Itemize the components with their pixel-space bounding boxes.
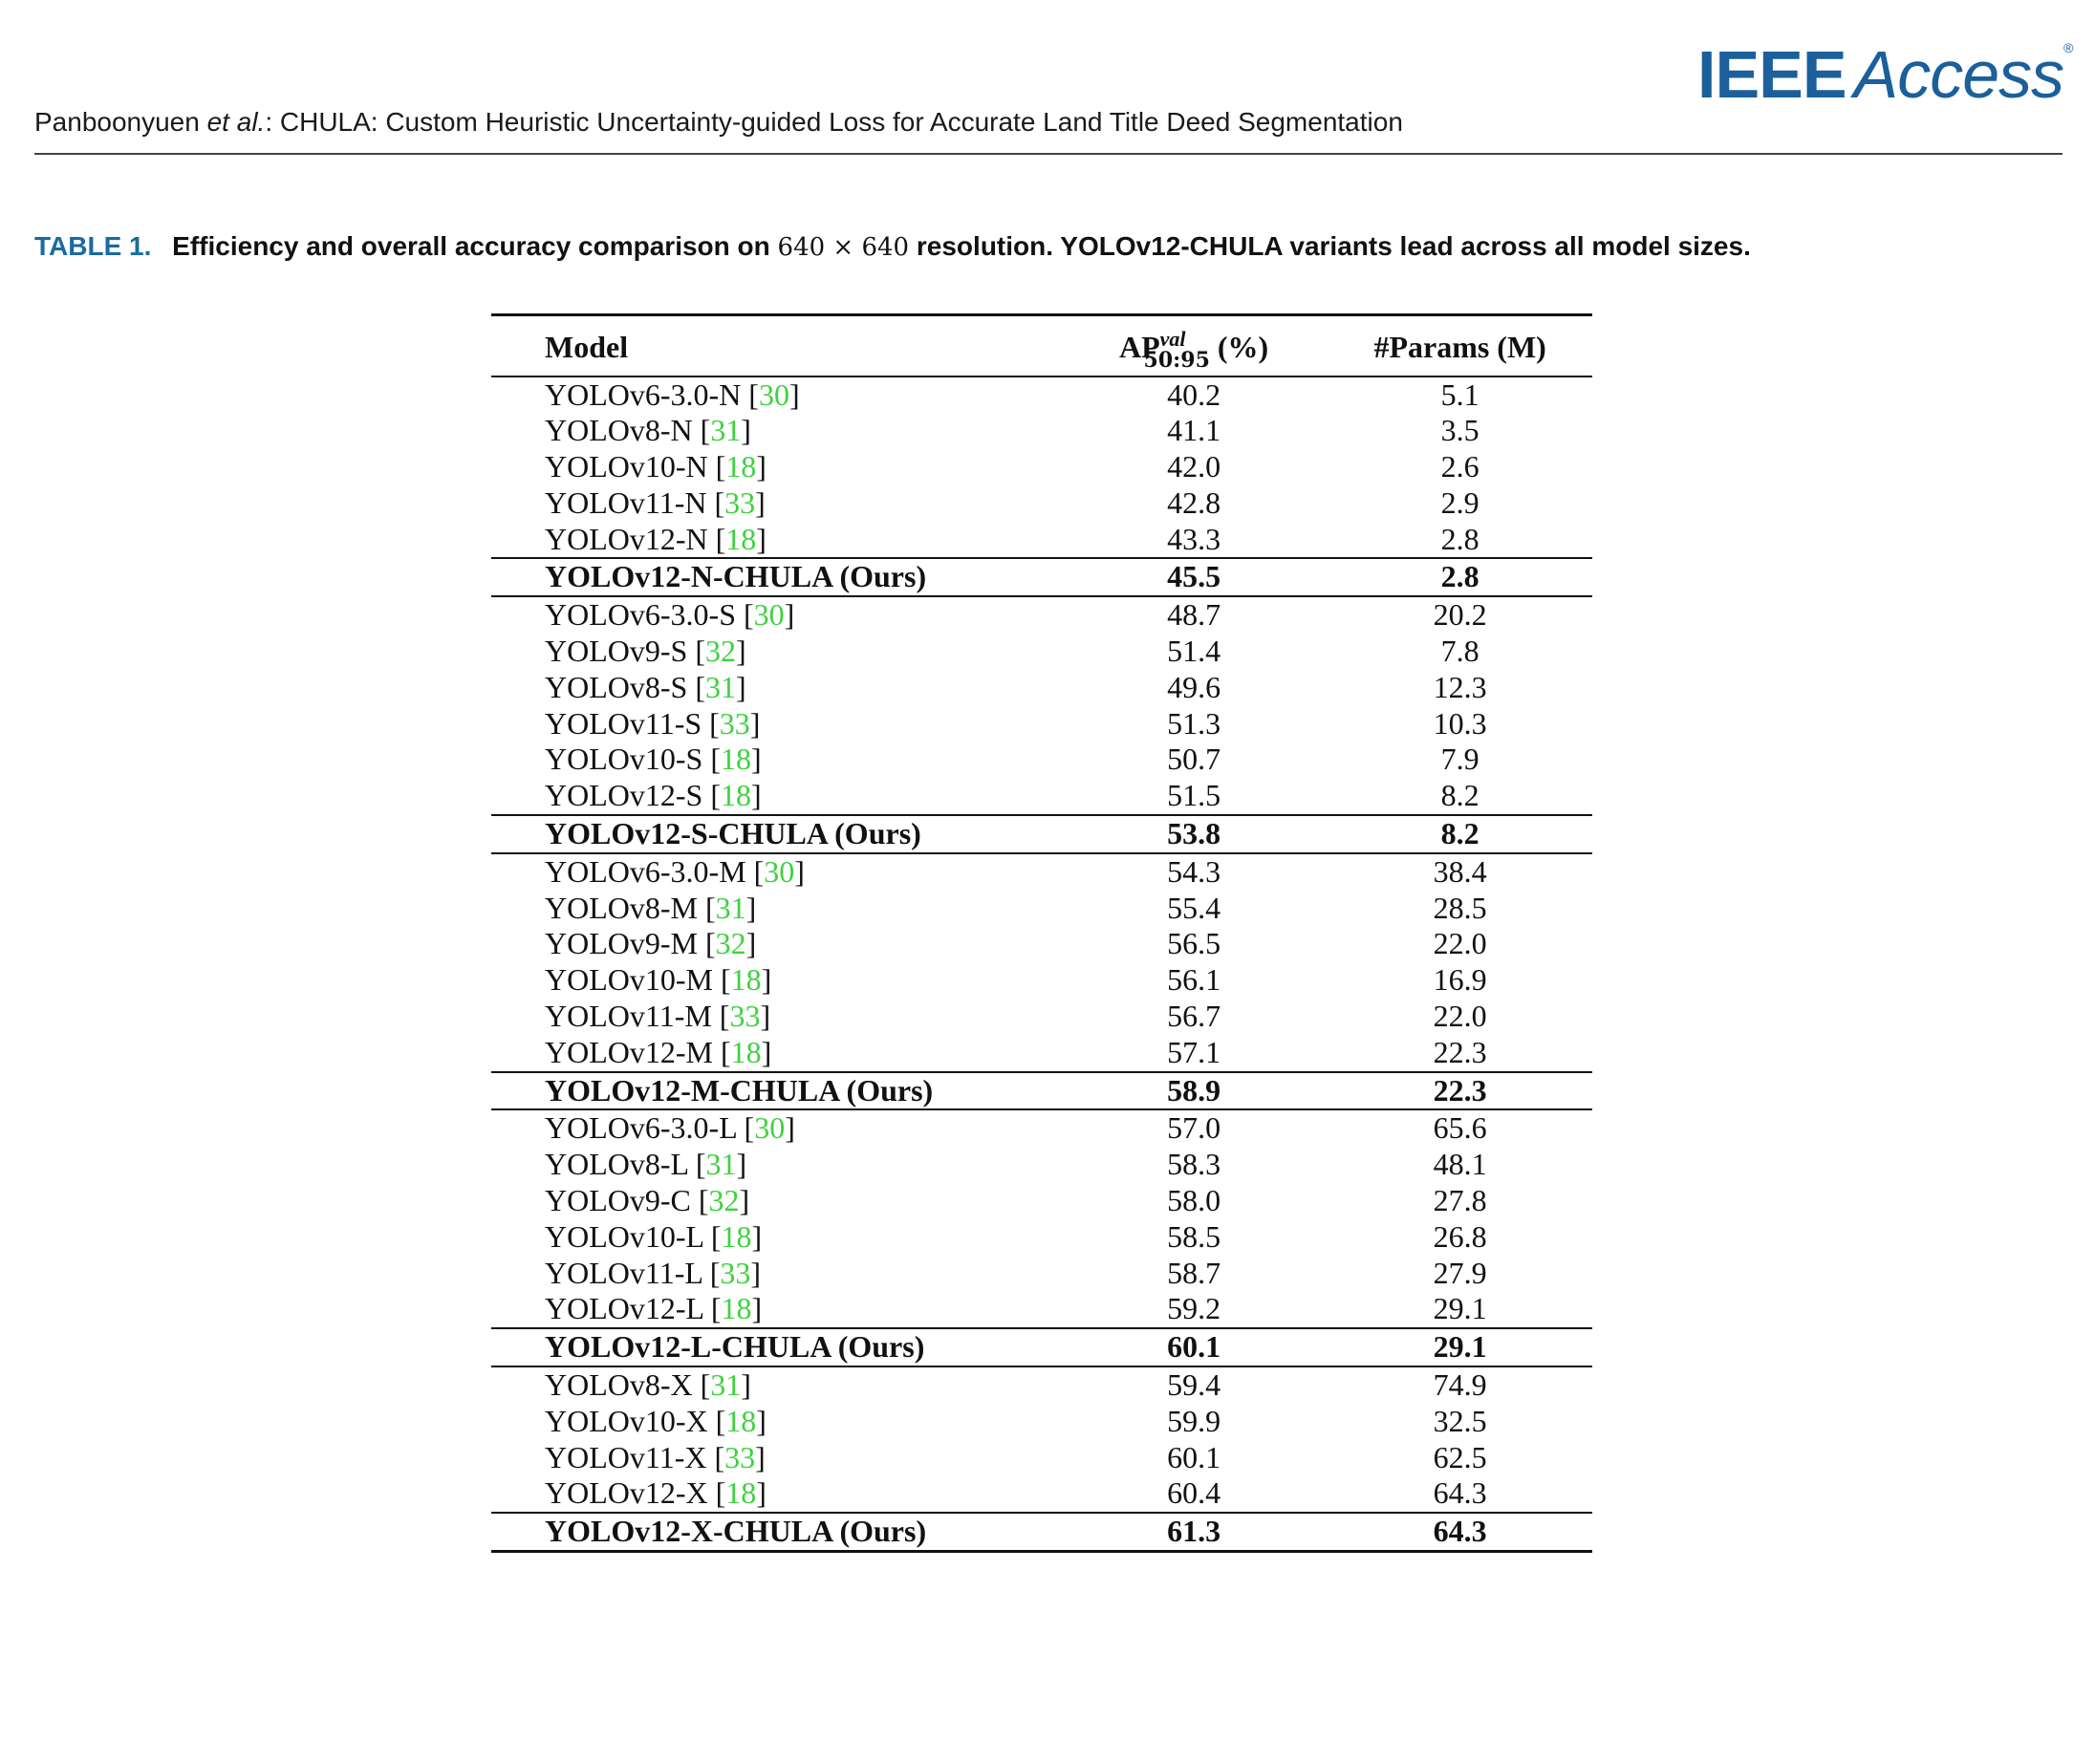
citation-link[interactable]: 32: [715, 926, 746, 961]
model-name: YOLOv8-S: [545, 669, 688, 704]
model-name: YOLOv8-M: [545, 890, 698, 925]
table-row: [491, 1475, 1592, 1513]
citation-link[interactable]: 31: [715, 890, 746, 925]
model-name: YOLOv12-S: [545, 778, 703, 813]
header-ap-sup: val: [1159, 326, 1186, 351]
table-row: [491, 1183, 1592, 1219]
cell-params: 28.5: [1433, 890, 1487, 925]
cell-ap: 58.5: [1167, 1218, 1221, 1254]
table-row: [491, 522, 1592, 559]
cell-model: YOLOv11-N [33]: [545, 484, 766, 520]
citation-link[interactable]: 30: [753, 597, 785, 633]
cell-model: YOLOv12-N-CHULA (Ours): [545, 559, 927, 594]
table-row-ours: [491, 815, 1592, 853]
cell-ap: 45.5: [1167, 559, 1221, 594]
table-row: [491, 926, 1592, 962]
cell-params: 2.9: [1440, 484, 1479, 520]
header-params: #Params (M): [1373, 329, 1546, 364]
citation-link[interactable]: 33: [724, 1439, 756, 1474]
cell-ap: 57.0: [1167, 1110, 1221, 1146]
model-name: YOLOv6-3.0-S: [545, 597, 736, 633]
table-caption-text-after: resolution. YOLOv12-CHULA variants lead across all model sizes.: [916, 231, 1751, 261]
citation-link[interactable]: 33: [719, 705, 750, 741]
model-name: YOLOv12-L: [545, 1291, 703, 1326]
table-row: [491, 413, 1592, 449]
table-row: [491, 891, 1592, 927]
table-caption: [34, 229, 2061, 265]
cell-ap: 57.1: [1167, 1034, 1221, 1069]
table-row: [491, 853, 1592, 891]
cell-params: 29.1: [1433, 1329, 1487, 1365]
table-row: [491, 670, 1592, 706]
table-row: [491, 1219, 1592, 1256]
cell-model: YOLOv11-L [33]: [545, 1255, 762, 1290]
citation-link[interactable]: 18: [725, 1475, 757, 1511]
citation-link[interactable]: 18: [720, 742, 751, 777]
cell-ap: 51.5: [1167, 778, 1221, 813]
model-name: YOLOv6-3.0-L: [545, 1110, 737, 1146]
cell-model: YOLOv9-M [32]: [545, 926, 757, 961]
header-ap-unit: (%): [1217, 329, 1269, 364]
cell-model: YOLOv8-S [31]: [545, 669, 746, 704]
model-name: YOLOv11-X: [545, 1439, 707, 1474]
model-name: YOLOv9-C: [545, 1183, 691, 1218]
cell-ap: 56.5: [1167, 926, 1221, 961]
cell-params: 62.5: [1433, 1439, 1487, 1474]
table-row: [491, 999, 1592, 1035]
cell-model: YOLOv8-L [31]: [545, 1147, 747, 1182]
cell-params: 29.1: [1433, 1291, 1487, 1326]
cell-params: 48.1: [1433, 1147, 1487, 1182]
cell-ap: 42.8: [1167, 484, 1221, 520]
cell-model: YOLOv12-S-CHULA (Ours): [545, 816, 921, 851]
table-caption-resolution: 640 × 640: [777, 233, 910, 262]
cell-ap: 59.4: [1167, 1367, 1221, 1403]
cell-params: 22.0: [1433, 999, 1487, 1034]
cell-params: 7.9: [1440, 742, 1479, 777]
cell-model: YOLOv10-M [18]: [545, 962, 772, 998]
citation-link[interactable]: 18: [721, 1291, 752, 1326]
cell-params: 7.8: [1440, 634, 1479, 669]
cell-ap: 58.0: [1167, 1183, 1221, 1218]
model-name: YOLOv10-M: [545, 962, 713, 998]
model-name: YOLOv10-N: [545, 449, 708, 484]
running-head-et-al: et al.: [206, 107, 266, 137]
table-row-ours: [491, 1328, 1592, 1366]
cell-ap: 60.1: [1167, 1439, 1221, 1474]
cell-params: 65.6: [1433, 1110, 1487, 1146]
citation-link[interactable]: 30: [764, 853, 795, 889]
cell-ap: 56.7: [1167, 999, 1221, 1034]
table-row-ours: [491, 558, 1592, 596]
cell-params: 3.5: [1440, 413, 1479, 448]
table-row: [491, 1291, 1592, 1328]
journal-logo: [1697, 36, 2073, 113]
cell-params: 64.3: [1433, 1514, 1487, 1549]
cell-ap: 48.7: [1167, 597, 1221, 633]
citation-link[interactable]: 32: [704, 634, 736, 669]
header-ap-main: AP: [1118, 329, 1160, 364]
cell-ap: 51.3: [1167, 705, 1221, 741]
citation-link[interactable]: 31: [705, 1147, 737, 1182]
cell-ap: 41.1: [1167, 413, 1221, 448]
cell-model: YOLOv8-X [31]: [545, 1367, 751, 1403]
cell-params: 32.5: [1433, 1403, 1487, 1438]
cell-params: 74.9: [1433, 1367, 1487, 1403]
model-name: YOLOv9-S: [545, 634, 688, 669]
table-row: [491, 596, 1592, 634]
cell-params: 64.3: [1433, 1475, 1487, 1511]
table-row: [491, 634, 1592, 670]
cell-params: 26.8: [1433, 1218, 1487, 1254]
cell-ap: 59.9: [1167, 1403, 1221, 1438]
logo-registered-mark: ®: [2063, 40, 2073, 55]
table-row: [491, 376, 1592, 414]
cell-model: YOLOv8-N [31]: [545, 413, 751, 448]
table-row: [491, 1035, 1592, 1072]
cell-ap: 60.1: [1167, 1329, 1221, 1365]
cell-model: YOLOv9-C [32]: [545, 1183, 750, 1218]
table-row: [491, 1256, 1592, 1292]
header-divider: [34, 153, 2063, 155]
citation-link[interactable]: 31: [710, 1367, 742, 1403]
model-name: YOLOv6-3.0-N: [545, 376, 742, 412]
cell-model: YOLOv10-S [18]: [545, 742, 762, 777]
cell-ap: 59.2: [1167, 1291, 1221, 1326]
cell-model: YOLOv12-X [18]: [545, 1475, 767, 1511]
cell-ap: 42.0: [1167, 449, 1221, 484]
citation-link[interactable]: 30: [758, 376, 789, 412]
cell-model: YOLOv11-S [33]: [545, 705, 761, 741]
cell-ap: 61.3: [1167, 1514, 1221, 1549]
table-row: [491, 1366, 1592, 1404]
logo-ieee: IEEE: [1697, 37, 1847, 112]
table-row-ours: [491, 1513, 1592, 1551]
model-name: YOLOv11-L: [545, 1255, 702, 1290]
cell-ap: 49.6: [1167, 669, 1221, 704]
cell-ap: 58.7: [1167, 1255, 1221, 1290]
cell-model: YOLOv6-3.0-L [30]: [545, 1110, 795, 1146]
cell-model: YOLOv12-L-CHULA (Ours): [545, 1329, 925, 1365]
model-name: YOLOv8-N: [545, 413, 693, 448]
table-caption-text-before: Efficiency and overall accuracy comparison on: [172, 231, 770, 261]
cell-params: 2.6: [1440, 449, 1479, 484]
table-caption-label: TABLE 1.: [34, 231, 152, 261]
running-head: [34, 105, 1659, 140]
results-table: [491, 313, 1592, 1553]
cell-model: YOLOv12-X-CHULA (Ours): [545, 1514, 927, 1549]
model-name: YOLOv11-M: [545, 999, 712, 1034]
citation-link[interactable]: 33: [720, 1255, 751, 1290]
running-head-authors: Panboonyuen: [34, 107, 200, 137]
citation-link[interactable]: 33: [724, 484, 756, 520]
cell-params: 38.4: [1433, 853, 1487, 889]
table-row: [491, 1147, 1592, 1183]
table-row-ours: [491, 1072, 1592, 1110]
citation-link[interactable]: 18: [725, 1403, 757, 1438]
cell-ap: 54.3: [1167, 853, 1221, 889]
cell-params: 16.9: [1433, 962, 1487, 998]
table-header-row: [491, 315, 1592, 376]
citation-link[interactable]: 31: [704, 669, 736, 704]
cell-params: 22.3: [1433, 1072, 1487, 1108]
cell-model: YOLOv11-X [33]: [545, 1439, 766, 1474]
model-name: YOLOv6-3.0-M: [545, 853, 746, 889]
header-model: Model: [545, 329, 629, 364]
cell-params: 22.0: [1433, 926, 1487, 961]
cell-ap: 55.4: [1167, 890, 1221, 925]
model-name: YOLOv11-N: [545, 484, 707, 520]
cell-ap: 40.2: [1167, 376, 1221, 412]
cell-model: YOLOv11-M [33]: [545, 999, 771, 1034]
cell-params: 2.8: [1440, 521, 1479, 556]
cell-model: YOLOv6-3.0-S [30]: [545, 597, 795, 633]
cell-ap: 50.7: [1167, 742, 1221, 777]
cell-model: YOLOv6-3.0-M [30]: [545, 853, 805, 889]
table-row: [491, 1404, 1592, 1440]
cell-ap: 51.4: [1167, 634, 1221, 669]
model-name: YOLOv8-X: [545, 1367, 693, 1403]
header-ap-sub: 50:95: [1143, 347, 1210, 373]
table-row: [491, 1109, 1592, 1147]
cell-model: YOLOv6-3.0-N [30]: [545, 376, 800, 412]
citation-link[interactable]: 18: [730, 962, 762, 998]
cell-params: 8.2: [1440, 778, 1479, 813]
cell-params: 20.2: [1433, 597, 1487, 633]
citation-link[interactable]: 18: [720, 778, 751, 813]
cell-params: 22.3: [1433, 1034, 1487, 1069]
table-body: [491, 376, 1592, 1552]
table-row: [491, 449, 1592, 485]
citation-link[interactable]: 31: [710, 413, 742, 448]
cell-ap: 43.3: [1167, 521, 1221, 556]
cell-model: YOLOv10-L [18]: [545, 1218, 763, 1254]
cell-model: YOLOv12-M-CHULA (Ours): [545, 1072, 934, 1108]
cell-model: YOLOv12-M [18]: [545, 1034, 772, 1069]
table-row: [491, 706, 1592, 742]
logo-access: Access: [1853, 37, 2064, 112]
cell-params: 27.8: [1433, 1183, 1487, 1218]
table-row: [491, 485, 1592, 522]
running-head-title: : CHULA: Custom Heuristic Uncertainty-guided Loss for Accurate Land Title Deed Segmentation: [265, 107, 1403, 137]
citation-link[interactable]: 18: [730, 1034, 762, 1069]
cell-ap: 58.9: [1167, 1072, 1221, 1108]
cell-params: 10.3: [1433, 705, 1487, 741]
model-name: YOLOv12-M: [545, 1034, 713, 1069]
model-name: YOLOv12-N: [545, 521, 708, 556]
cell-model: YOLOv9-S [32]: [545, 634, 746, 669]
cell-model: YOLOv12-L [18]: [545, 1291, 763, 1326]
cell-params: 5.1: [1440, 376, 1479, 412]
citation-link[interactable]: 32: [708, 1183, 740, 1218]
cell-ap: 60.4: [1167, 1475, 1221, 1511]
cell-ap: 53.8: [1167, 816, 1221, 851]
cell-model: YOLOv10-N [18]: [545, 449, 767, 484]
model-name: YOLOv11-S: [545, 705, 702, 741]
citation-link[interactable]: 33: [729, 999, 761, 1034]
cell-model: YOLOv8-M [31]: [545, 890, 757, 925]
model-name: YOLOv10-L: [545, 1218, 703, 1254]
cell-params: 12.3: [1433, 669, 1487, 704]
cell-params: 27.9: [1433, 1255, 1487, 1290]
cell-ap: 56.1: [1167, 962, 1221, 998]
citation-link[interactable]: 30: [754, 1110, 786, 1146]
model-name: YOLOv9-M: [545, 926, 698, 961]
model-name: YOLOv12-X: [545, 1475, 708, 1511]
cell-ap: 58.3: [1167, 1147, 1221, 1182]
cell-params: 2.8: [1440, 559, 1479, 594]
cell-model: YOLOv12-N [18]: [545, 521, 767, 556]
cell-model: YOLOv12-S [18]: [545, 778, 762, 813]
table-row: [491, 742, 1592, 778]
model-name: YOLOv10-S: [545, 742, 703, 777]
table-row: [491, 778, 1592, 815]
cell-params: 8.2: [1440, 816, 1479, 851]
cell-model: YOLOv10-X [18]: [545, 1403, 767, 1438]
header-ap: [1060, 315, 1328, 376]
model-name: YOLOv8-L: [545, 1147, 688, 1182]
citation-link[interactable]: 18: [725, 521, 757, 556]
table-row: [491, 962, 1592, 999]
citation-link[interactable]: 18: [725, 449, 757, 484]
citation-link[interactable]: 18: [721, 1218, 752, 1254]
table-row: [491, 1440, 1592, 1476]
model-name: YOLOv10-X: [545, 1403, 708, 1438]
